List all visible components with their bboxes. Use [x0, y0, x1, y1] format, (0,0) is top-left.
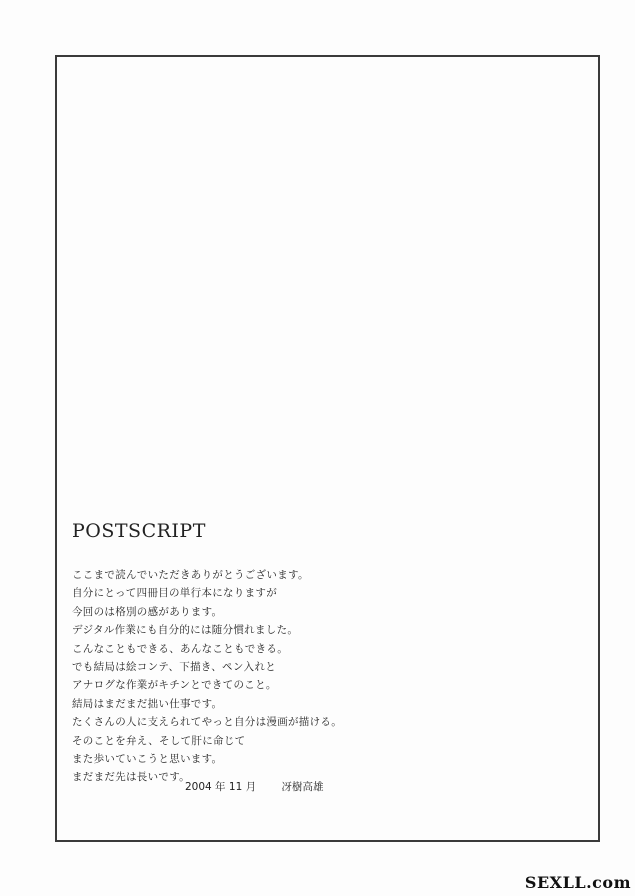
watermark-logo: SEXLL.com [524, 873, 631, 892]
postscript-body [72, 566, 342, 787]
postscript-line: まだまだ先は長いです。 [72, 771, 190, 784]
postscript-line: デジタル作業にも自分的には随分慣れました。 [72, 624, 299, 637]
signature-line [185, 779, 323, 794]
postscript-line: こんなこともできる、あんなこともできる。 [72, 642, 288, 655]
postscript-line: たくさんの人に支えられてやっと自分は漫画が描ける。 [72, 716, 342, 729]
postscript-line: 結局はまだまだ拙い仕事です。 [72, 697, 223, 710]
postscript-line: アナログな作業がキチンとできてのこと。 [72, 679, 277, 692]
postscript-title: POSTSCRIPT [72, 520, 206, 542]
postscript-line: そのことを弁え、そして肝に命じて [72, 734, 246, 747]
postscript-line: ここまで読んでいただきありがとうございます。 [72, 569, 309, 581]
postscript-line: また歩いていこうと思います。 [72, 753, 223, 766]
postscript-line: でも結局は絵コンテ、下描き、ペン入れと [72, 661, 277, 674]
postscript-line: 今回のは格別の感があります。 [72, 605, 223, 618]
signature-date: 2004 年 11 月 [185, 781, 257, 793]
signature-author: 冴樹高雄 [281, 781, 324, 793]
postscript-line: 自分にとって四冊目の単行本になりますが [72, 587, 277, 600]
